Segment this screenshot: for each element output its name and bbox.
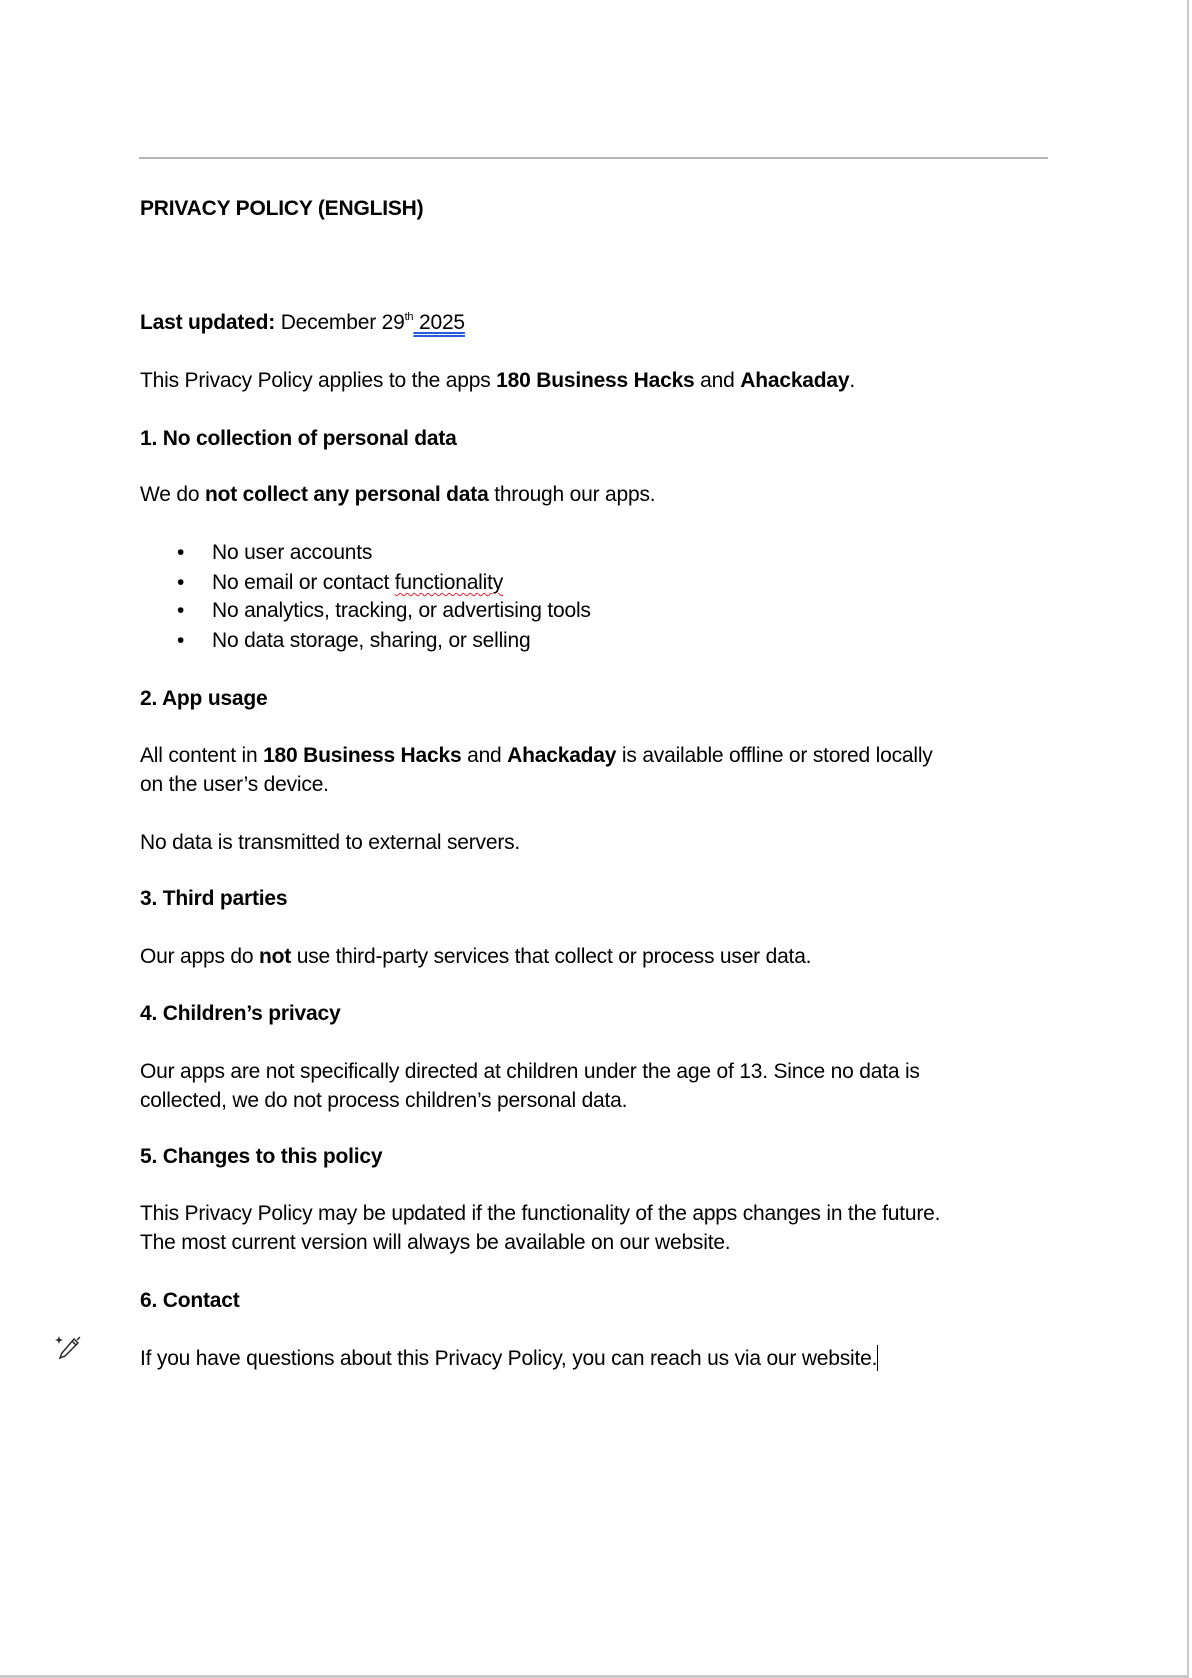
bullet-icon: •: [177, 571, 185, 594]
section-1-paragraph: We do not collect any personal data through our apps.: [140, 483, 656, 506]
bullet-icon: •: [177, 629, 185, 652]
section-1-heading: 1. No collection of personal data: [140, 427, 457, 450]
section-3-paragraph: Our apps do not use third-party services that collect or process user data.: [140, 945, 812, 968]
bullet-icon: •: [177, 599, 185, 622]
ai-rewrite-pen-icon[interactable]: [54, 1334, 82, 1364]
section-4-heading: 4. Children’s privacy: [140, 1002, 341, 1025]
section-5-heading: 5. Changes to this policy: [140, 1145, 383, 1168]
list-item: No data storage, sharing, or selling: [212, 629, 531, 652]
header-divider: [139, 157, 1048, 159]
last-updated: Last updated: December 29th 2025: [140, 311, 465, 334]
section-6-heading: 6. Contact: [140, 1289, 240, 1312]
document-title: PRIVACY POLICY (ENGLISH): [140, 197, 424, 220]
section-2-paragraph-2: No data is transmitted to external servers.: [140, 831, 521, 854]
text-cursor: [877, 1345, 878, 1371]
intro-paragraph: This Privacy Policy applies to the apps 180 Business Hacks and Ahackaday.: [140, 369, 856, 392]
section-5-paragraph: This Privacy Policy may be updated if the functionality of the apps changes in the future. The most current version will always be available on our website.: [140, 1202, 941, 1254]
spelling-flag[interactable]: functionality: [394, 571, 504, 594]
list-item: No analytics, tracking, or advertising tools: [212, 599, 591, 622]
section-2-paragraph: All content in 180 Business Hacks and Ahackaday is available offline or stored locally on the user’s device.: [140, 744, 933, 796]
section-6-paragraph[interactable]: If you have questions about this Privacy Policy, you can reach us via our website.: [140, 1347, 878, 1370]
section-2-heading: 2. App usage: [140, 687, 268, 710]
section-4-paragraph: Our apps are not specifically directed at children under the age of 13. Since no data is collected, we do not process children’s personal data.: [140, 1060, 920, 1112]
bullet-icon: •: [177, 541, 185, 564]
section-3-heading: 3. Third parties: [140, 887, 288, 910]
list-item: No user accounts: [212, 541, 373, 564]
list-item: No email or contact functionality: [212, 571, 504, 594]
